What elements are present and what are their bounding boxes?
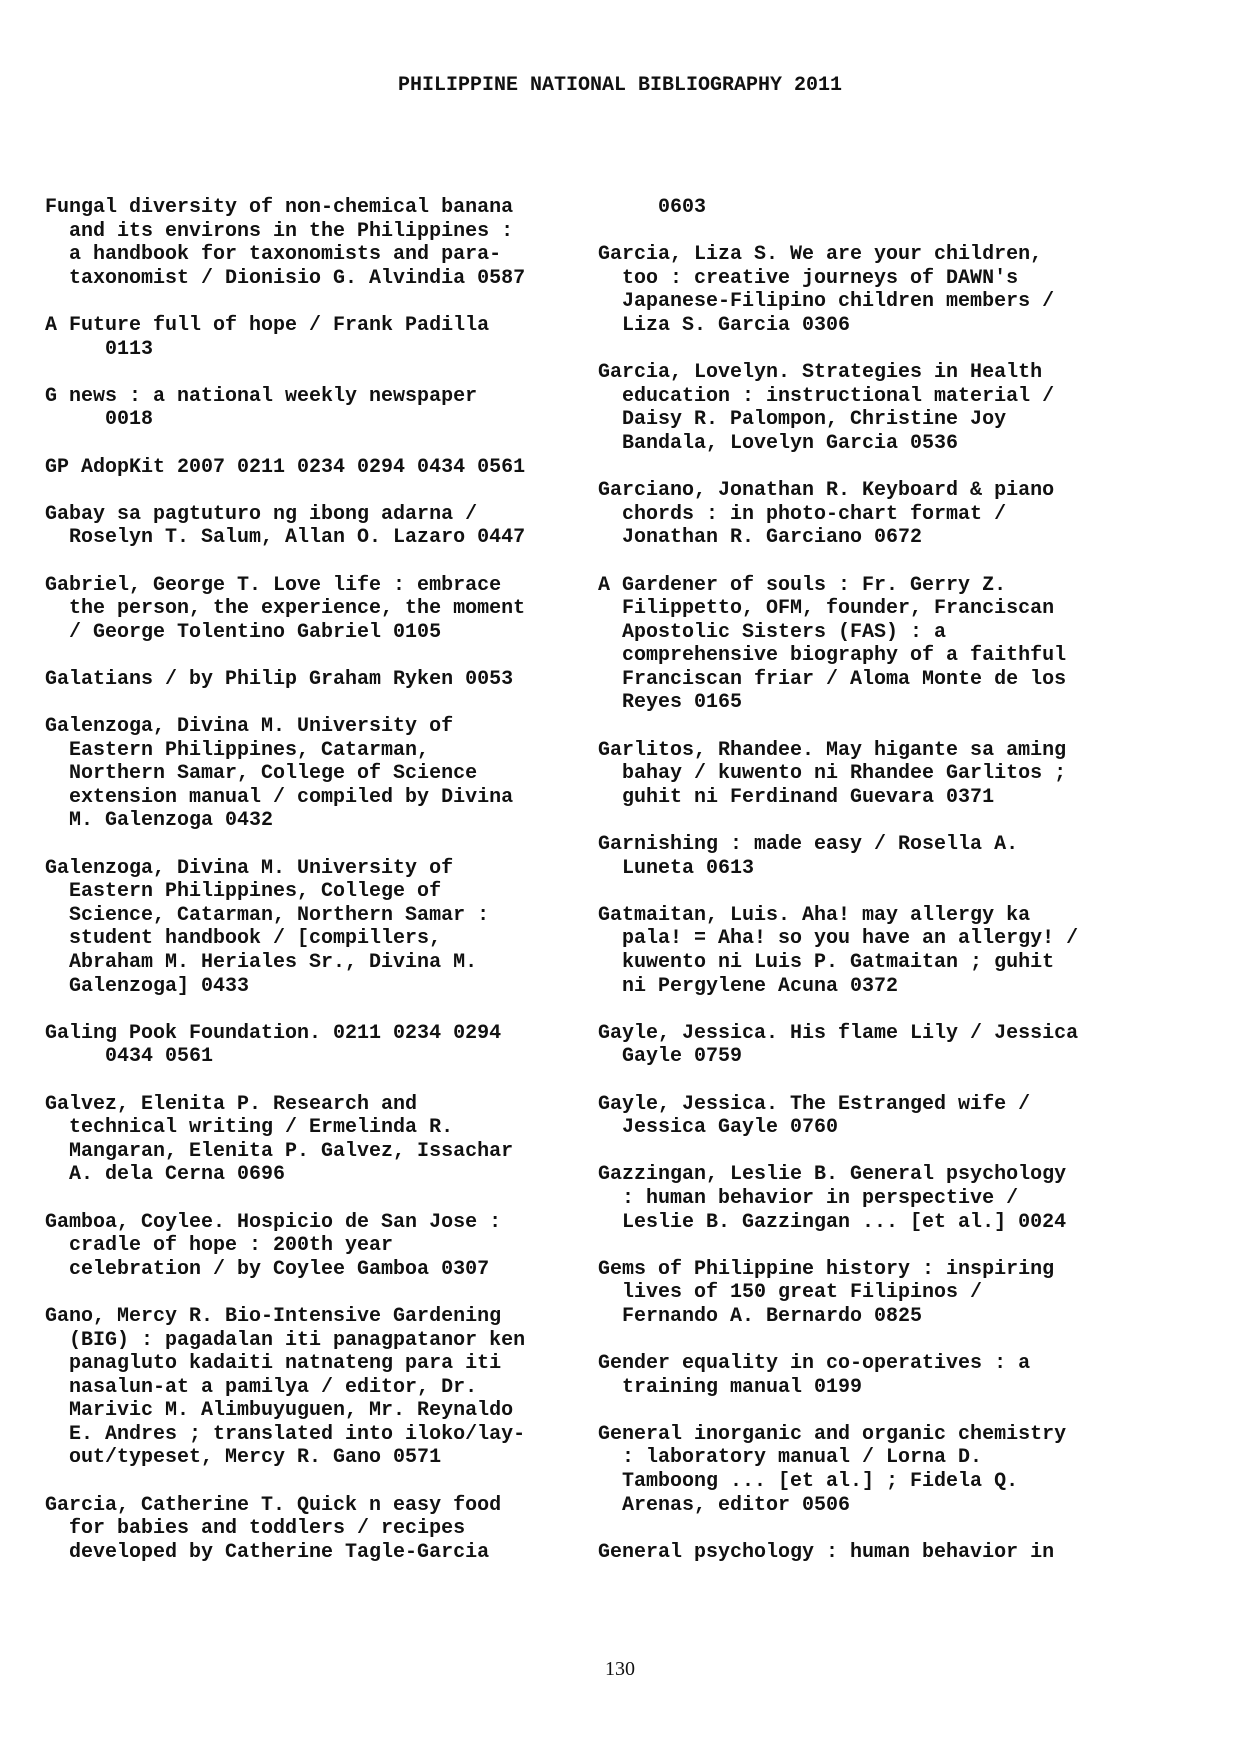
bibliography-entry: Garcia, Catherine T. Quick n easy food for babies and toddlers / recipes developed by Catherine Tagle-Garcia [45, 1493, 502, 1564]
bibliography-entry: Gayle, Jessica. The Estranged wife / Jessica Gayle 0760 [598, 1092, 1031, 1140]
bibliography-entry: Galing Pook Foundation. 0211 0234 0294 0434 0561 [45, 1021, 502, 1069]
bibliography-entry: General inorganic and organic chemistry : laboratory manual / Lorna D. Tamboong ... [et al.] ; Fidela Q. Arenas, editor 0506 [598, 1422, 1067, 1517]
bibliography-entry: Fungal diversity of non-chemical banana and its environs in the Philippines : a handbook for taxonomists and para- taxonomist / Dionisio G. Alvindia 0587 [45, 196, 526, 290]
bibliography-entry: Gano, Mercy R. Bio-Intensive Gardening (BIG) : pagadalan iti panagpatanor ken panagluto kadaiti natnateng para iti nasalun-at a pamilya / editor, Dr. Marivic M. Alimbuyuguen, Mr. Reynaldo E. Andres ; translated into iloko/lay- out/typeset, Mercy R. Gano 0571 [45, 1304, 526, 1470]
bibliography-entry: General psychology : human behavior in [598, 1540, 1055, 1564]
bibliography-entry: Galenzoga, Divina M. University of Eastern Philippines, College of Science, Catarman, Northern Samar : student handbook / [compillers, Abraham M. Heriales Sr., Divina M. Galenzoga] 0433 [45, 856, 490, 998]
bibliography-entry: Gatmaitan, Luis. Aha! may allergy ka pala! = Aha! so you have an allergy! / kuwento ni Luis P. Gatmaitan ; guhit ni Pergylene Acuna 0372 [598, 903, 1079, 998]
bibliography-entry: Gems of Philippine history : inspiring lives of 150 great Filipinos / Fernando A. Bernardo 0825 [598, 1257, 1055, 1328]
bibliography-entry: Gender equality in co-operatives : a training manual 0199 [598, 1352, 1031, 1399]
page-header: PHILIPPINE NATIONAL BIBLIOGRAPHY 2011 [397, 74, 843, 97]
bibliography-entry: Gamboa, Coylee. Hospicio de San Jose : cradle of hope : 200th year celebration / by Coylee Gamboa 0307 [45, 1210, 502, 1281]
page-number: 130 [605, 1658, 635, 1680]
bibliography-entry-continuation: 0603 [598, 196, 707, 219]
bibliography-entry: Gabay sa pagtuturo ng ibong adarna / Roselyn T. Salum, Allan O. Lazaro 0447 [45, 502, 526, 550]
bibliography-entry: GP AdopKit 2007 0211 0234 0294 0434 0561 [45, 455, 526, 479]
bibliography-entry: Garlitos, Rhandee. May higante sa aming bahay / kuwento ni Rhandee Garlitos ; guhit ni Ferdinand Guevara 0371 [598, 738, 1067, 809]
bibliography-entry: A Gardener of souls : Fr. Gerry Z. Filippetto, OFM, founder, Franciscan Apostolic Sisters (FAS) : a comprehensive biography of a faithful Franciscan friar / Aloma Monte de los Reyes 0165 [598, 573, 1067, 715]
bibliography-entry: Galenzoga, Divina M. University of Eastern Philippines, Catarman, Northern Samar, College of Science extension manual / compiled by Divina M. Galenzoga 0432 [45, 715, 514, 833]
bibliography-entry: Galatians / by Philip Graham Ryken 0053 [45, 667, 514, 691]
bibliography-entry: G news : a national weekly newspaper 0018 [45, 384, 478, 432]
bibliography-entry: Gazzingan, Leslie B. General psychology : human behavior in perspective / Leslie B. Gazzingan ... [et al.] 0024 [598, 1163, 1067, 1234]
left-column [45, 196, 605, 1588]
bibliography-entry: A Future full of hope / Frank Padilla 0113 [45, 313, 490, 361]
bibliography-entry: Galvez, Elenita P. Research and technical writing / Ermelinda R. Mangaran, Elenita P. Galvez, Issachar A. dela Cerna 0696 [45, 1092, 514, 1187]
bibliography-entry: Garcia, Lovelyn. Strategies in Health education : instructional material / Daisy R. Palompon, Christine Joy Bandala, Lovelyn Garcia 0536 [598, 361, 1055, 455]
bibliography-entry: Garnishing : made easy / Rosella A. Luneta 0613 [598, 833, 1019, 880]
bibliography-entry: Gabriel, George T. Love life : embrace the person, the experience, the moment / George Tolentino Gabriel 0105 [45, 573, 526, 644]
bibliography-entry: Gayle, Jessica. His flame Lily / Jessica Gayle 0759 [598, 1021, 1079, 1069]
bibliography-entry: Garcia, Liza S. We are your children, too : creative journeys of DAWN's Japanese-Filipino children members / Liza S. Garcia 0306 [598, 243, 1055, 337]
bibliography-entry: Garciano, Jonathan R. Keyboard & piano chords : in photo-chart format / Jonathan R. Garciano 0672 [598, 479, 1055, 550]
right-column [598, 196, 1158, 1588]
